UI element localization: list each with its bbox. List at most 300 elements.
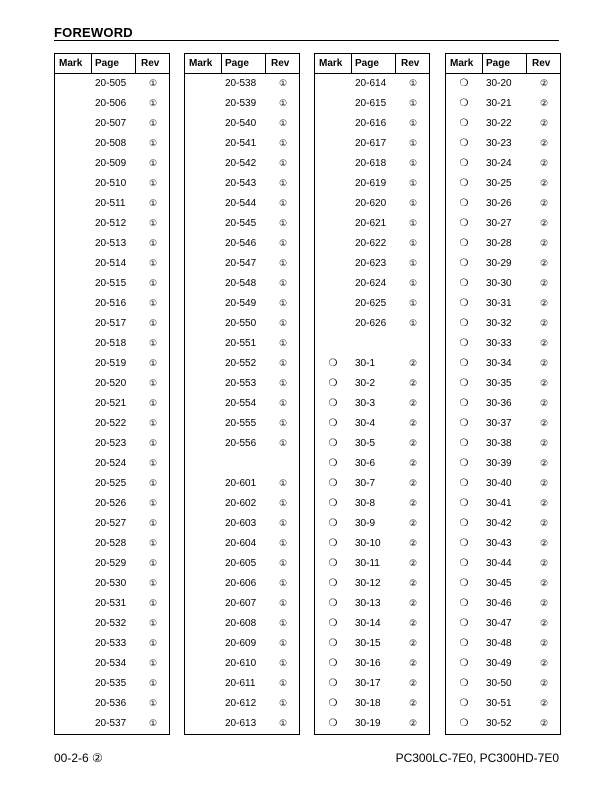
cell-rev: ①: [408, 278, 418, 288]
cell-page: 30-17: [355, 678, 381, 689]
table-row: [315, 454, 429, 474]
cell-page: 20-556: [225, 438, 257, 449]
cell-page: 20-623: [355, 258, 387, 269]
table-row: [315, 274, 429, 294]
revision-table-2: [184, 53, 300, 735]
table-row: [446, 354, 560, 374]
cell-page: 20-507: [95, 118, 127, 129]
table-row: [55, 334, 169, 354]
table-row: [185, 594, 299, 614]
cell-page: 20-551: [225, 338, 257, 349]
table-row: [446, 234, 560, 254]
cell-page: 20-518: [95, 338, 127, 349]
cell-mark: ❍: [328, 458, 338, 469]
cell-rev: ①: [278, 498, 288, 508]
cell-rev: ②: [539, 118, 549, 128]
table-row: [55, 414, 169, 434]
table-row: [446, 134, 560, 154]
cell-mark: ❍: [459, 398, 469, 409]
table-row: [55, 174, 169, 194]
table-row: [185, 634, 299, 654]
cell-rev: ②: [408, 398, 418, 408]
cell-page: 30-24: [486, 158, 512, 169]
cell-rev: ①: [148, 398, 158, 408]
header-divider: [395, 54, 396, 74]
cell-page: 30-35: [486, 378, 512, 389]
table-body: [446, 74, 560, 734]
cell-rev: ①: [278, 658, 288, 668]
table-row: [315, 234, 429, 254]
cell-rev: ①: [148, 678, 158, 688]
cell-page: 30-13: [355, 598, 381, 609]
table-row: [446, 534, 560, 554]
cell-page: 20-527: [95, 518, 127, 529]
table-row: [55, 134, 169, 154]
cell-rev: ①: [148, 718, 158, 728]
cell-mark: ❍: [459, 258, 469, 269]
cell-page: 30-41: [486, 498, 512, 509]
cell-mark: ❍: [459, 658, 469, 669]
cell-rev: ①: [278, 278, 288, 288]
table-row: [185, 414, 299, 434]
cell-page: 20-515: [95, 278, 127, 289]
cell-page: 30-6: [355, 458, 376, 469]
cell-rev: ②: [539, 158, 549, 168]
table-row: [185, 554, 299, 574]
table-row: [446, 594, 560, 614]
cell-page: 20-524: [95, 458, 127, 469]
cell-mark: ❍: [459, 298, 469, 309]
table-row: [55, 474, 169, 494]
cell-page: 20-506: [95, 98, 127, 109]
cell-rev: ①: [148, 698, 158, 708]
cell-rev: ②: [539, 138, 549, 148]
cell-rev: ②: [408, 678, 418, 688]
table-row: [446, 254, 560, 274]
cell-mark: ❍: [328, 398, 338, 409]
cell-page: 20-605: [225, 558, 257, 569]
cell-rev: ①: [278, 558, 288, 568]
table-row: [315, 554, 429, 574]
cell-page: 30-27: [486, 218, 512, 229]
header-divider: [526, 54, 527, 74]
cell-rev: ②: [408, 498, 418, 508]
cell-mark: ❍: [459, 418, 469, 429]
cell-page: 30-23: [486, 138, 512, 149]
cell-rev: ①: [148, 638, 158, 648]
cell-rev: ①: [278, 238, 288, 248]
cell-rev: ①: [148, 278, 158, 288]
cell-page: 20-613: [225, 718, 257, 729]
cell-rev: ①: [408, 218, 418, 228]
header-page: Page: [225, 58, 249, 69]
cell-rev: ①: [148, 418, 158, 428]
table-row: [55, 254, 169, 274]
cell-mark: ❍: [459, 238, 469, 249]
cell-rev: ②: [539, 78, 549, 88]
cell-page: 30-25: [486, 178, 512, 189]
title-rule: [54, 40, 559, 41]
cell-page: 20-614: [355, 78, 387, 89]
table-row: [55, 234, 169, 254]
table-body: [185, 74, 299, 734]
cell-rev: ①: [278, 698, 288, 708]
cell-rev: ①: [148, 538, 158, 548]
cell-rev: ①: [148, 158, 158, 168]
table-row: [55, 694, 169, 714]
header-rev: Rev: [532, 58, 551, 69]
cell-rev: ②: [408, 558, 418, 568]
cell-rev: ①: [278, 638, 288, 648]
cell-mark: ❍: [459, 678, 469, 689]
cell-page: 20-547: [225, 258, 257, 269]
table-row: [446, 514, 560, 534]
header-divider: [351, 54, 352, 74]
table-row: [185, 534, 299, 554]
cell-rev: ②: [408, 578, 418, 588]
cell-mark: ❍: [328, 358, 338, 369]
table-row: [55, 534, 169, 554]
cell-page: 20-608: [225, 618, 257, 629]
cell-rev: ①: [408, 298, 418, 308]
revision-table-1: [54, 53, 170, 735]
cell-page: 20-538: [225, 78, 257, 89]
table-row: [55, 94, 169, 114]
cell-rev: ①: [148, 478, 158, 488]
cell-rev: ②: [539, 398, 549, 408]
table-row: [315, 74, 429, 94]
cell-mark: ❍: [459, 458, 469, 469]
cell-mark: ❍: [328, 718, 338, 729]
cell-page: 20-552: [225, 358, 257, 369]
cell-page: 20-621: [355, 218, 387, 229]
cell-page: 20-516: [95, 298, 127, 309]
header-divider: [221, 54, 222, 74]
cell-rev: ②: [539, 558, 549, 568]
table-row: [55, 114, 169, 134]
table-row: [55, 74, 169, 94]
cell-rev: ①: [408, 198, 418, 208]
table-row: [185, 294, 299, 314]
cell-rev: ②: [408, 598, 418, 608]
cell-mark: ❍: [459, 698, 469, 709]
table-row: [315, 174, 429, 194]
cell-rev: ①: [148, 218, 158, 228]
cell-page: 30-29: [486, 258, 512, 269]
cell-page: 30-34: [486, 358, 512, 369]
table-row: [315, 494, 429, 514]
cell-mark: ❍: [328, 418, 338, 429]
cell-page: 20-620: [355, 198, 387, 209]
table-row: [315, 414, 429, 434]
table-row: [55, 674, 169, 694]
cell-page: 30-8: [355, 498, 376, 509]
cell-page: 30-16: [355, 658, 381, 669]
cell-rev: ②: [539, 658, 549, 668]
table-row: [315, 434, 429, 454]
table-row: [55, 314, 169, 334]
cell-rev: ②: [539, 318, 549, 328]
cell-page: 30-14: [355, 618, 381, 629]
table-row: [185, 694, 299, 714]
footer-page-number: 00-2-6 ②: [54, 751, 103, 765]
cell-page: 20-541: [225, 138, 257, 149]
table-row: [315, 654, 429, 674]
cell-page: 30-1: [355, 358, 376, 369]
table-row: [55, 154, 169, 174]
table-row: [55, 634, 169, 654]
table-row: [315, 574, 429, 594]
cell-page: 30-31: [486, 298, 512, 309]
cell-rev: ①: [148, 338, 158, 348]
cell-mark: ❍: [459, 118, 469, 129]
table-row: [446, 714, 560, 734]
table-row: [446, 574, 560, 594]
cell-rev: ①: [408, 98, 418, 108]
cell-rev: ①: [278, 318, 288, 328]
table-row: [55, 354, 169, 374]
cell-rev: ①: [278, 378, 288, 388]
cell-page: 30-9: [355, 518, 376, 529]
header-page: Page: [486, 58, 510, 69]
cell-mark: ❍: [459, 518, 469, 529]
table-row: [446, 114, 560, 134]
cell-rev: ①: [278, 78, 288, 88]
cell-page: 20-525: [95, 478, 127, 489]
cell-rev: ①: [148, 198, 158, 208]
cell-page: 20-607: [225, 598, 257, 609]
table-row: [446, 554, 560, 574]
cell-rev: ②: [539, 358, 549, 368]
header-rev: Rev: [271, 58, 290, 69]
cell-rev: ①: [408, 118, 418, 128]
cell-page: 20-535: [95, 678, 127, 689]
cell-page: 20-617: [355, 138, 387, 149]
cell-page: 20-612: [225, 698, 257, 709]
table-row: [315, 634, 429, 654]
cell-rev: ①: [278, 258, 288, 268]
cell-rev: ①: [148, 618, 158, 628]
table-row: [446, 74, 560, 94]
cell-page: 20-532: [95, 618, 127, 629]
header-mark: Mark: [319, 58, 343, 69]
cell-rev: ②: [539, 618, 549, 628]
table-row: [315, 474, 429, 494]
cell-page: 20-609: [225, 638, 257, 649]
cell-mark: ❍: [459, 338, 469, 349]
table-row: [446, 454, 560, 474]
cell-rev: ②: [408, 358, 418, 368]
cell-page: 30-7: [355, 478, 376, 489]
cell-page: 30-48: [486, 638, 512, 649]
cell-page: 20-550: [225, 318, 257, 329]
cell-page: 20-510: [95, 178, 127, 189]
cell-page: 20-602: [225, 498, 257, 509]
cell-rev: ①: [408, 138, 418, 148]
header-rev: Rev: [401, 58, 420, 69]
cell-page: 20-517: [95, 318, 127, 329]
cell-page: 30-43: [486, 538, 512, 549]
cell-rev: ②: [408, 718, 418, 728]
cell-mark: ❍: [459, 198, 469, 209]
cell-page: 20-625: [355, 298, 387, 309]
footer-model: PC300LC-7E0, PC300HD-7E0: [395, 751, 559, 765]
table-row: [315, 514, 429, 534]
cell-mark: ❍: [328, 698, 338, 709]
cell-rev: ①: [278, 578, 288, 588]
cell-rev: ②: [408, 698, 418, 708]
cell-page: 20-529: [95, 558, 127, 569]
cell-page: 20-553: [225, 378, 257, 389]
cell-rev: ①: [278, 418, 288, 428]
cell-rev: ②: [408, 478, 418, 488]
cell-rev: ①: [278, 678, 288, 688]
cell-page: 20-530: [95, 578, 127, 589]
cell-page: 20-549: [225, 298, 257, 309]
cell-page: 20-508: [95, 138, 127, 149]
cell-page: 20-606: [225, 578, 257, 589]
cell-rev: ①: [278, 718, 288, 728]
cell-page: 20-601: [225, 478, 257, 489]
cell-mark: ❍: [459, 438, 469, 449]
cell-rev: ①: [148, 298, 158, 308]
cell-mark: ❍: [459, 358, 469, 369]
cell-rev: ①: [278, 598, 288, 608]
header-rev: Rev: [141, 58, 160, 69]
table-body: [315, 74, 429, 734]
cell-page: 20-622: [355, 238, 387, 249]
cell-page: 30-40: [486, 478, 512, 489]
table-row: [315, 134, 429, 154]
cell-page: 20-509: [95, 158, 127, 169]
table-row: [185, 674, 299, 694]
cell-rev: ②: [539, 298, 549, 308]
cell-page: 20-554: [225, 398, 257, 409]
cell-rev: ①: [148, 118, 158, 128]
header-divider: [482, 54, 483, 74]
cell-page: 20-520: [95, 378, 127, 389]
cell-page: 20-531: [95, 598, 127, 609]
table-row: [315, 594, 429, 614]
cell-page: 20-603: [225, 518, 257, 529]
cell-rev: ②: [539, 418, 549, 428]
cell-mark: ❍: [459, 618, 469, 629]
cell-page: 30-46: [486, 598, 512, 609]
cell-page: 20-546: [225, 238, 257, 249]
cell-rev: ①: [278, 198, 288, 208]
table-row: [315, 114, 429, 134]
cell-mark: ❍: [328, 618, 338, 629]
cell-rev: ②: [539, 338, 549, 348]
table-row: [55, 654, 169, 674]
cell-rev: ①: [278, 118, 288, 128]
cell-rev: ①: [278, 398, 288, 408]
cell-mark: ❍: [459, 98, 469, 109]
table-row: [185, 474, 299, 494]
cell-rev: ②: [539, 678, 549, 688]
cell-rev: ①: [278, 338, 288, 348]
table-row: [55, 514, 169, 534]
cell-rev: ②: [408, 458, 418, 468]
cell-mark: ❍: [459, 318, 469, 329]
cell-page: 30-12: [355, 578, 381, 589]
cell-rev: ①: [148, 258, 158, 268]
table-row: [185, 614, 299, 634]
table-row: [446, 394, 560, 414]
cell-rev: ①: [148, 558, 158, 568]
cell-rev: ①: [148, 78, 158, 88]
table-row: [55, 214, 169, 234]
table-header: [446, 54, 560, 74]
header-divider: [265, 54, 266, 74]
cell-mark: ❍: [328, 558, 338, 569]
cell-rev: ②: [539, 698, 549, 708]
cell-rev: ①: [278, 298, 288, 308]
table-row: [185, 374, 299, 394]
cell-rev: ②: [539, 278, 549, 288]
cell-mark: ❍: [459, 718, 469, 729]
cell-page: 30-22: [486, 118, 512, 129]
cell-mark: ❍: [459, 478, 469, 489]
cell-rev: ①: [278, 538, 288, 548]
cell-rev: ①: [148, 518, 158, 528]
cell-page: 30-26: [486, 198, 512, 209]
table-row: [55, 274, 169, 294]
cell-rev: ②: [539, 438, 549, 448]
cell-mark: ❍: [459, 638, 469, 649]
cell-page: 20-533: [95, 638, 127, 649]
table-row: [315, 154, 429, 174]
cell-rev: ①: [148, 238, 158, 248]
cell-page: 30-50: [486, 678, 512, 689]
cell-rev: ①: [278, 618, 288, 628]
cell-page: 30-19: [355, 718, 381, 729]
cell-rev: ①: [148, 358, 158, 368]
table-row: [185, 274, 299, 294]
cell-rev: ①: [278, 138, 288, 148]
cell-rev: ②: [539, 578, 549, 588]
cell-rev: ②: [539, 478, 549, 488]
table-row: [446, 214, 560, 234]
cell-page: 20-618: [355, 158, 387, 169]
cell-mark: ❍: [328, 658, 338, 669]
cell-page: 30-51: [486, 698, 512, 709]
table-row: [446, 474, 560, 494]
cell-rev: ①: [278, 438, 288, 448]
cell-page: 30-5: [355, 438, 376, 449]
cell-page: 30-33: [486, 338, 512, 349]
table-row: [185, 194, 299, 214]
cell-rev: ①: [148, 98, 158, 108]
table-row: [315, 614, 429, 634]
cell-mark: ❍: [459, 558, 469, 569]
table-row: [185, 114, 299, 134]
cell-page: 30-3: [355, 398, 376, 409]
cell-rev: ②: [408, 638, 418, 648]
cell-page: 30-11: [355, 558, 380, 569]
cell-mark: ❍: [328, 598, 338, 609]
cell-page: 30-28: [486, 238, 512, 249]
cell-rev: ②: [539, 98, 549, 108]
cell-rev: ①: [408, 78, 418, 88]
cell-rev: ①: [408, 238, 418, 248]
cell-page: 20-536: [95, 698, 127, 709]
table-row: [55, 594, 169, 614]
header-mark: Mark: [59, 58, 83, 69]
cell-rev: ①: [148, 178, 158, 188]
cell-page: 20-542: [225, 158, 257, 169]
table-row: [55, 194, 169, 214]
